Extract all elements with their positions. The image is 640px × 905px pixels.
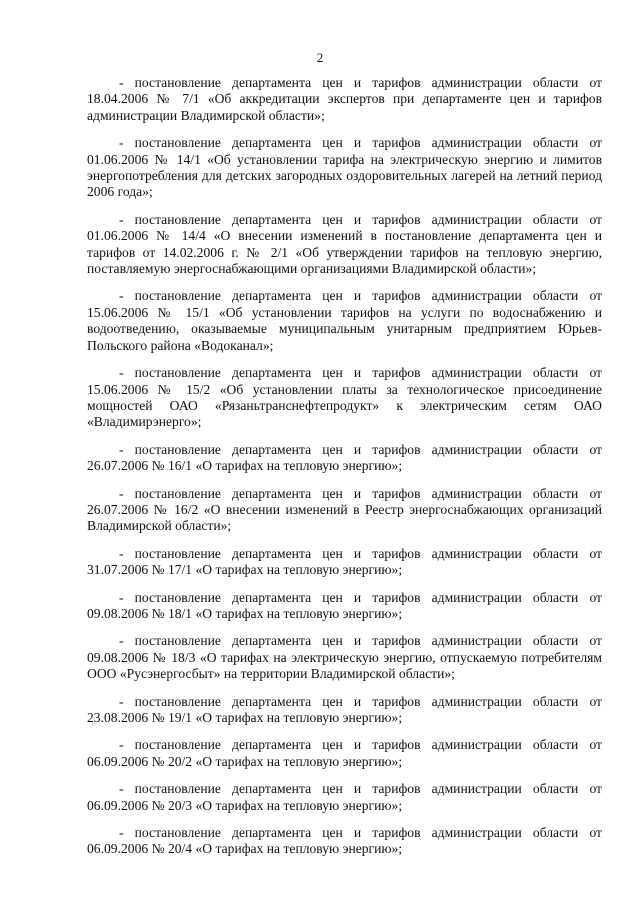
list-item: - постановление департамента цен и тарифов администрации области от 18.04.2006 № 7/1 «Об аккредитации экспертов при департаменте цен и тарифов администрации Владимирской области»; xyxy=(87,75,602,123)
list-item: - постановление департамента цен и тарифов администрации области от 06.09.2006 № 20/4 «О тарифах на тепловую энергию»; xyxy=(87,825,602,857)
list-item: - постановление департамента цен и тарифов администрации области от 23.08.2006 № 19/1 «О тарифах на тепловую энергию»; xyxy=(87,693,602,725)
list-item: - постановление департамента цен и тарифов администрации области от 01.06.2006 № 14/1 «Об установлении тарифа на электрическую энергию и лимитов энергопотребления для детских загородных оздоровительных лагерей на летний период 2006 года»; xyxy=(87,135,602,200)
list-item: - постановление департамента цен и тарифов администрации области от 01.06.2006 № 14/4 «О внесении изменений в постановление департамента цен и тарифов от 14.02.2006 г. № 2/1 «Об утверждении тарифов на тепловую энергию, поставляемую энергоснабжающими организациями Владимирской области»; xyxy=(87,211,602,277)
list-item: - постановление департамента цен и тарифов администрации области от 15.06.2006 № 15/2 «Об установлении платы за технологическое присоединение мощностей ОАО «Рязаньтранснефтепродукт» к электрическим сетям ОАО «Владимирэнерго»; xyxy=(87,365,602,430)
list-item: - постановление департамента цен и тарифов администрации области от 31.07.2006 № 17/1 «О тарифах на тепловую энергию»; xyxy=(87,545,602,578)
list-item: - постановление департамента цен и тарифов администрации области от 26.07.2006 № 16/2 «О внесении изменений в Реестр энергоснабжающих организаций Владимирской области»; xyxy=(87,485,602,534)
document-body xyxy=(87,75,602,869)
list-item: - постановление департамента цен и тарифов администрации области от 09.08.2006 № 18/3 «О тарифах на электрическую энергию, отпускаемую потребителям ООО «Русэнергосбыт» на территории Владимирской области»; xyxy=(87,633,602,682)
list-item: - постановление департамента цен и тарифов администрации области от 15.06.2006 № 15/1 «Об установлении тарифов на услуги по водоснабжению и водоотведению, оказываемые муниципальным унитарным предприятием Юрьев-Польского района «Водоканал»; xyxy=(87,288,602,353)
list-item: - постановление департамента цен и тарифов администрации области от 06.09.2006 № 20/3 «О тарифах на тепловую энергию»; xyxy=(87,781,602,813)
list-item: - постановление департамента цен и тарифов администрации области от 06.09.2006 № 20/2 «О тарифах на тепловую энергию»; xyxy=(87,737,602,769)
page-number: 2 xyxy=(316,50,324,65)
list-item: - постановление департамента цен и тарифов администрации области от 09.08.2006 № 18/1 «О тарифах на тепловую энергию»; xyxy=(87,589,602,621)
list-item: - постановление департамента цен и тарифов администрации области от 26.07.2006 № 16/1 «О тарифах на тепловую энергию»; xyxy=(87,441,602,474)
